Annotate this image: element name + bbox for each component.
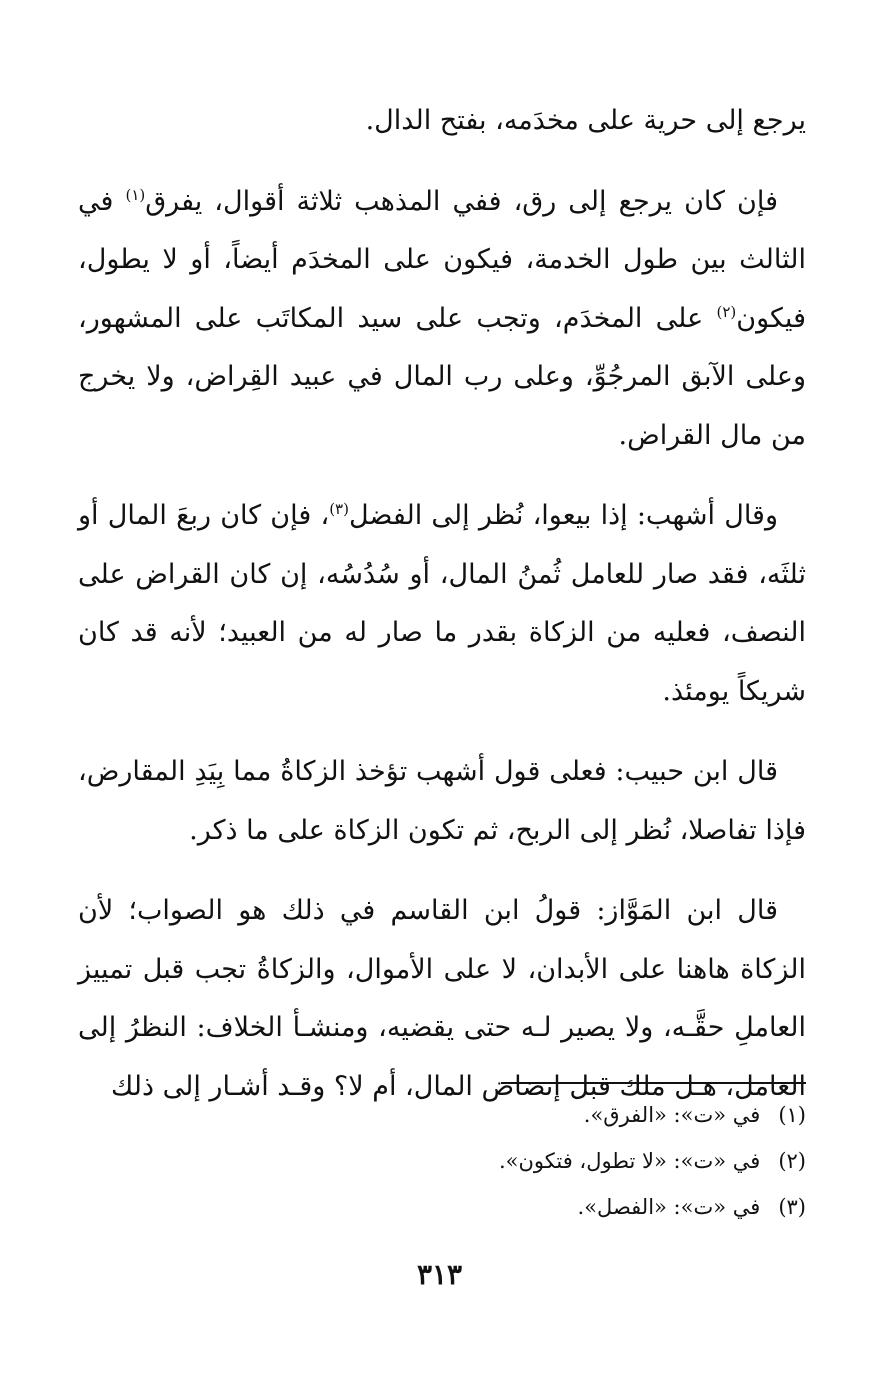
main-text	[78, 92, 806, 1138]
footnote-divider	[501, 1082, 806, 1084]
footnote-ref: (٢)	[716, 302, 737, 321]
footnote-number: (٣)	[778, 1195, 806, 1219]
paragraph-3	[78, 487, 806, 721]
paragraph-5	[78, 882, 806, 1116]
footnote-text: في «ت»: «الفصل».	[577, 1195, 761, 1219]
text-run: يرجع إلى حرية على مخدَمه، بفتح الدال.	[365, 105, 806, 136]
footnote-2	[78, 1138, 806, 1184]
footnote-number: (٢)	[778, 1149, 806, 1173]
footnote-3	[78, 1184, 806, 1230]
text-run: ، فإن كان ربعَ المال أو ثلثَه، فقد صار للعامل ثُمنُ المال، أو سُدُسُه، إن كان القراض على النصف، فعليه من الزكاة بقدر ما صار له من العبيد؛ لأنه قد كان شريكاً يومئذ.	[78, 500, 806, 707]
text-run: قال ابن المَوَّاز: قولُ ابن القاسم في ذلك هو الصواب؛ لأن الزكاة هاهنا على الأبدان، لا على الأموال، والزكاةُ تجب قبل تمييز العاملِ حقَّـه، ولا يصير لـه حتى يقضيه، ومنشـأ الخلاف: النظرُ إلى العامل، هـل ملك قبل إنضاض المال، أم لا؟ وقـد أشـار إلى ذلك	[78, 895, 806, 1102]
paragraph-2	[78, 173, 806, 466]
paragraph-1	[78, 92, 806, 151]
footnote-text: في «ت»: «الفرق».	[583, 1103, 761, 1127]
footnote-number: (١)	[778, 1103, 806, 1127]
footnotes	[78, 1092, 806, 1230]
text-run: قال ابن حبيب: فعلى قول أشهب تؤخذ الزكاةُ مما بِيَدِ المقارض، فإذا تفاصلا، نُظر إلى الربح، ثم تكون الزكاة على ما ذكر.	[78, 756, 806, 846]
paragraph-4	[78, 743, 806, 860]
text-run: على المخدَم، وتجب على سيد المكاتَب على المشهور، وعلى الآبق المرجُوِّ، وعلى رب المال في عبيد القِراض، ولا يخرج من مال القراض.	[78, 302, 806, 451]
text-run: في الثالث بين طول الخدمة، فيكون على المخدَم أيضاً، أو لا يطول، فيكون	[78, 185, 806, 334]
page-number: ٣١٣	[416, 1258, 463, 1291]
footnote-ref: (٣)	[329, 500, 349, 518]
text-run: فإن كان يرجع إلى رق، ففي المذهب ثلاثة أقوال، يفرق	[145, 185, 778, 217]
footnote-text: في «ت»: «لا تطول، فتكون».	[498, 1149, 761, 1173]
footnote-ref: (١)	[125, 185, 146, 204]
footnote-1	[78, 1092, 806, 1138]
text-run: وقال أشهب: إذا بيعوا، نُظر إلى الفضل	[348, 500, 778, 531]
